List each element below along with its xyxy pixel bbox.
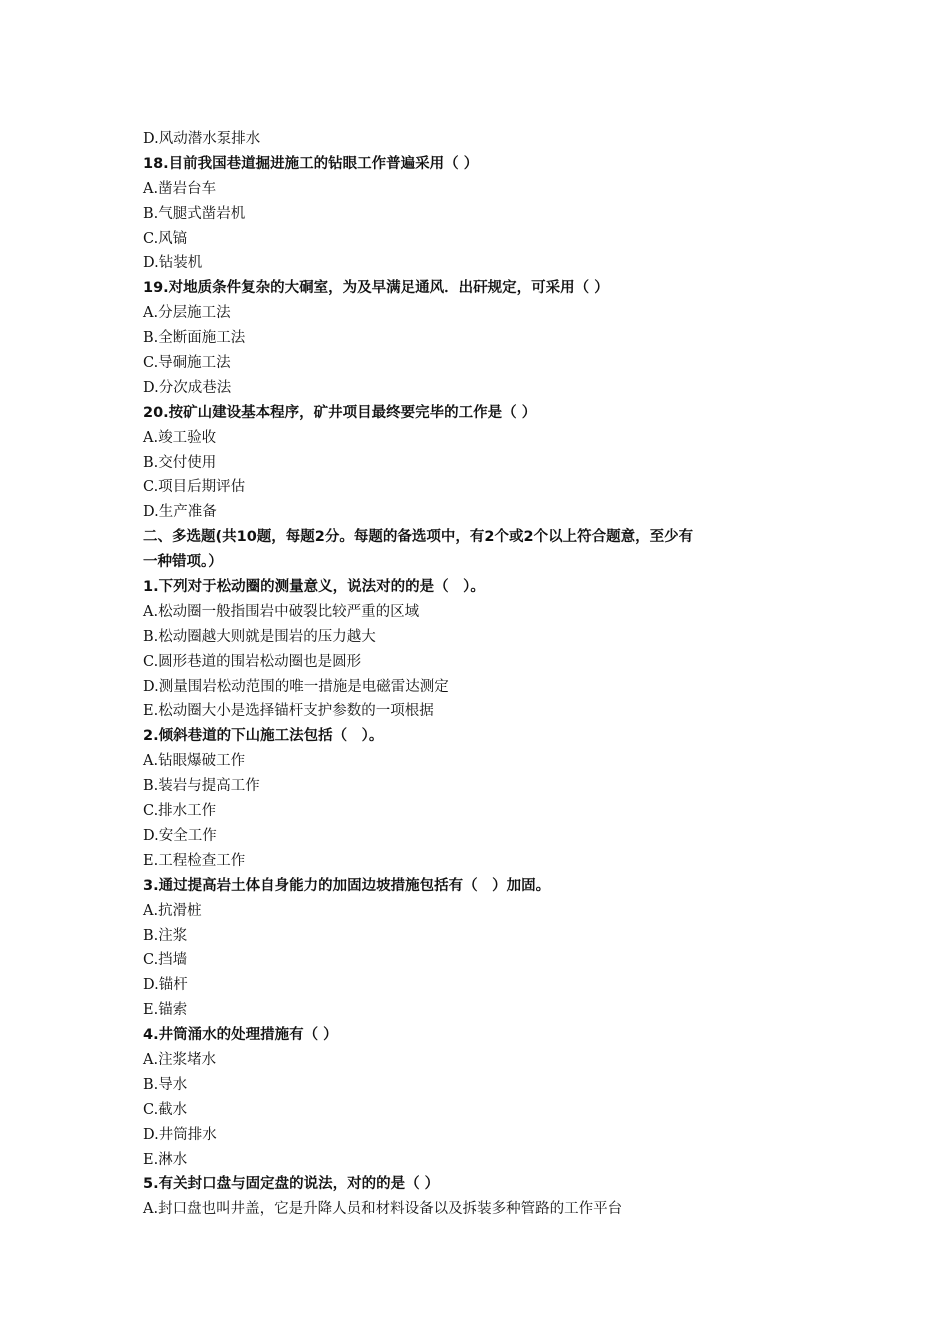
- question-text: 19.对地质条件复杂的大硐室，为及早满足通风．出矸规定，可采用（ ）: [143, 280, 609, 297]
- question-text: 2.倾斜巷道的下山施工法包括（ ）。: [143, 728, 384, 745]
- option-text: B.装岩与提高工作: [143, 778, 260, 795]
- option-text: E.工程检查工作: [143, 852, 246, 869]
- option-text: A.凿岩台车: [143, 180, 217, 197]
- option-text: B.全断面施工法: [143, 330, 246, 347]
- option-text: C.截水: [143, 1101, 188, 1118]
- question-text: 18.目前我国巷道掘进施工的钻眼工作普遍采用（ ）: [143, 155, 479, 172]
- option-text: D.生产准备: [143, 504, 217, 521]
- option-text: B.交付使用: [143, 454, 217, 471]
- question-text: 5.有关封口盘与固定盘的说法，对的的是（ ）: [143, 1176, 440, 1193]
- option-text: B.气腿式凿岩机: [143, 205, 246, 222]
- question-text: 一种错项。）: [143, 554, 223, 571]
- option-text: D.安全工作: [143, 827, 217, 844]
- option-text: C.圆形巷道的围岩松动圈也是圆形: [143, 653, 362, 670]
- option-text: C.项目后期评估: [143, 479, 246, 496]
- option-text: B.注浆: [143, 927, 188, 944]
- option-text: B.导水: [143, 1076, 188, 1093]
- option-text: D.井筒排水: [143, 1126, 217, 1143]
- option-text: D.锚杆: [143, 977, 188, 994]
- option-text: A.抗滑桩: [143, 902, 202, 919]
- option-text: C.排水工作: [143, 803, 217, 820]
- option-text: D.风动潜水泵排水: [143, 131, 261, 147]
- option-text: C.风镐: [143, 230, 188, 247]
- option-text: C.导硐施工法: [143, 355, 231, 372]
- option-text: D.测量围岩松动范围的唯一措施是电磁雷达测定: [143, 678, 449, 695]
- option-text: E.松动圈大小是选择锚杆支护参数的一项根据: [143, 703, 434, 720]
- question-text: 1.下列对于松动圈的测量意义，说法对的的是（ ）。: [143, 579, 485, 596]
- option-text: A.分层施工法: [143, 305, 231, 322]
- question-text: 3.通过提高岩土体自身能力的加固边坡措施包括有（ ）加固。: [143, 877, 551, 894]
- document-page: [143, 127, 815, 1222]
- question-text: 4.井筒涌水的处理措施有（ ）: [143, 1027, 338, 1044]
- option-text: C.挡墙: [143, 952, 188, 969]
- option-text: E.淋水: [143, 1151, 188, 1168]
- option-text: A.封口盘也叫井盖，它是升降人员和材料设备以及拆装多种管路的工作平台: [143, 1201, 623, 1218]
- option-text: A.竣工验收: [143, 429, 217, 446]
- option-text: D.钻装机: [143, 255, 203, 272]
- option-text: D.分次成巷法: [143, 379, 232, 396]
- option-text: B.松动圈越大则就是围岩的压力越大: [143, 628, 376, 645]
- question-text: 20.按矿山建设基本程序，矿井项目最终要完毕的工作是（ ）: [143, 404, 537, 421]
- option-text: E.锚索: [143, 1002, 188, 1019]
- question-text: 二、多选题(共10题，每题2分。每题的备选项中，有2个或2个以上符合题意，至少有: [143, 529, 694, 546]
- option-text: A.注浆堵水: [143, 1051, 217, 1068]
- option-text: A.钻眼爆破工作: [143, 753, 246, 770]
- option-text: A.松动圈一般指围岩中破裂比较严重的区域: [143, 603, 420, 620]
